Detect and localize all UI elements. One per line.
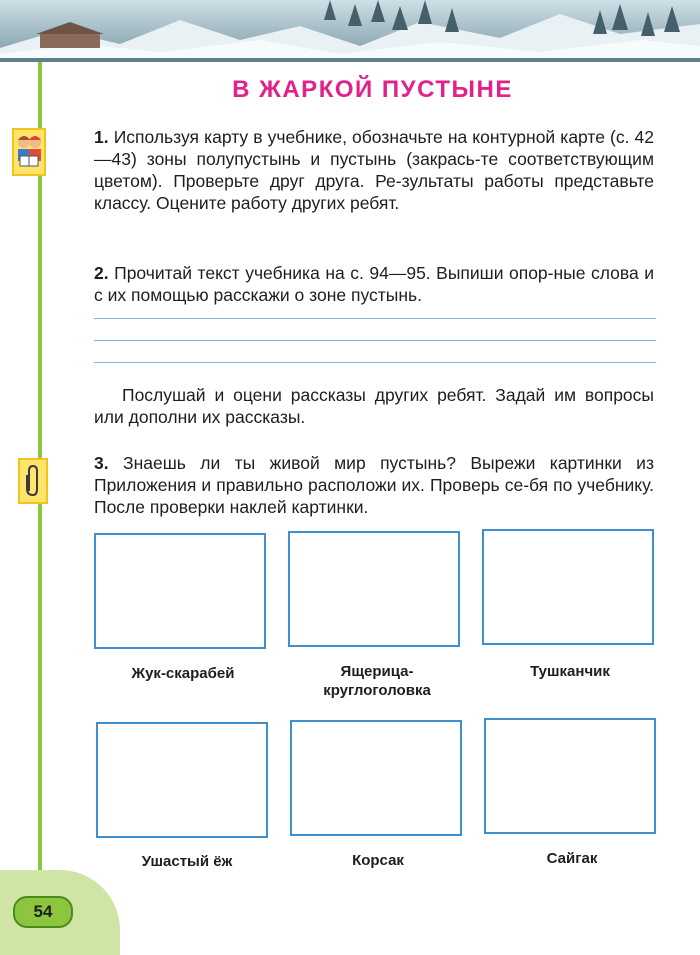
picture-frame[interactable] xyxy=(484,718,656,834)
task-text: Используя карту в учебнике, обозначьте на контурной карте (с. 42—43) зоны полупустынь и пустынь (закрась-те соответствующим цветом). Проверьте друг друга. Ре-зультаты работы представьте классу. Оцените работу других ребят. xyxy=(94,127,654,213)
page-title: В ЖАРКОЙ ПУСТЫНЕ xyxy=(232,76,513,103)
caption-line: Ушастый ёж xyxy=(141,853,233,870)
task-1 xyxy=(94,126,654,214)
task-text: Послушай и оцени рассказы других ребят. Задай им вопросы или дополни их рассказы. xyxy=(94,385,654,427)
animal-caption xyxy=(477,849,667,868)
page-number: 54 xyxy=(13,896,73,928)
task-number: 2. xyxy=(94,263,109,283)
animal-caption xyxy=(282,662,472,700)
caption-line: Тушканчик xyxy=(530,663,610,680)
picture-frame[interactable] xyxy=(94,533,266,649)
task-text: Знаешь ли ты живой мир пустынь? Вырежи картинки из Приложения и правильно расположи их. Проверь се-бя по учебнику. После проверки наклей картинки. xyxy=(94,453,654,517)
caption-line: Жук-скарабей xyxy=(131,665,235,682)
task-number: 1. xyxy=(94,127,109,147)
banner-edge xyxy=(0,58,700,62)
picture-frame[interactable] xyxy=(288,531,460,647)
caption-line: Ящерица- xyxy=(340,663,414,680)
answer-line[interactable] xyxy=(94,318,656,319)
answer-line[interactable] xyxy=(94,340,656,341)
caption-line: Корсак xyxy=(352,852,404,869)
picture-frame[interactable] xyxy=(482,529,654,645)
animal-caption xyxy=(283,851,473,870)
animal-caption xyxy=(92,852,282,871)
answer-line[interactable] xyxy=(94,362,656,363)
task-3 xyxy=(94,452,654,518)
caption-line: Сайгак xyxy=(546,850,598,867)
animal-caption xyxy=(88,664,278,683)
picture-frame[interactable] xyxy=(96,722,268,838)
task-2 xyxy=(94,262,654,306)
pair-work-icon xyxy=(12,128,46,176)
animal-caption xyxy=(475,662,665,681)
picture-frame[interactable] xyxy=(290,720,462,836)
task-note xyxy=(94,384,654,428)
task-number: 3. xyxy=(94,453,109,473)
paperclip-icon xyxy=(18,458,48,504)
winter-landscape-banner xyxy=(0,0,700,62)
caption-line: круглоголовка xyxy=(323,682,431,699)
task-text: Прочитай текст учебника на с. 94—95. Выпиши опор-ные слова и с их помощью расскажи о зоне пустынь. xyxy=(94,263,654,305)
